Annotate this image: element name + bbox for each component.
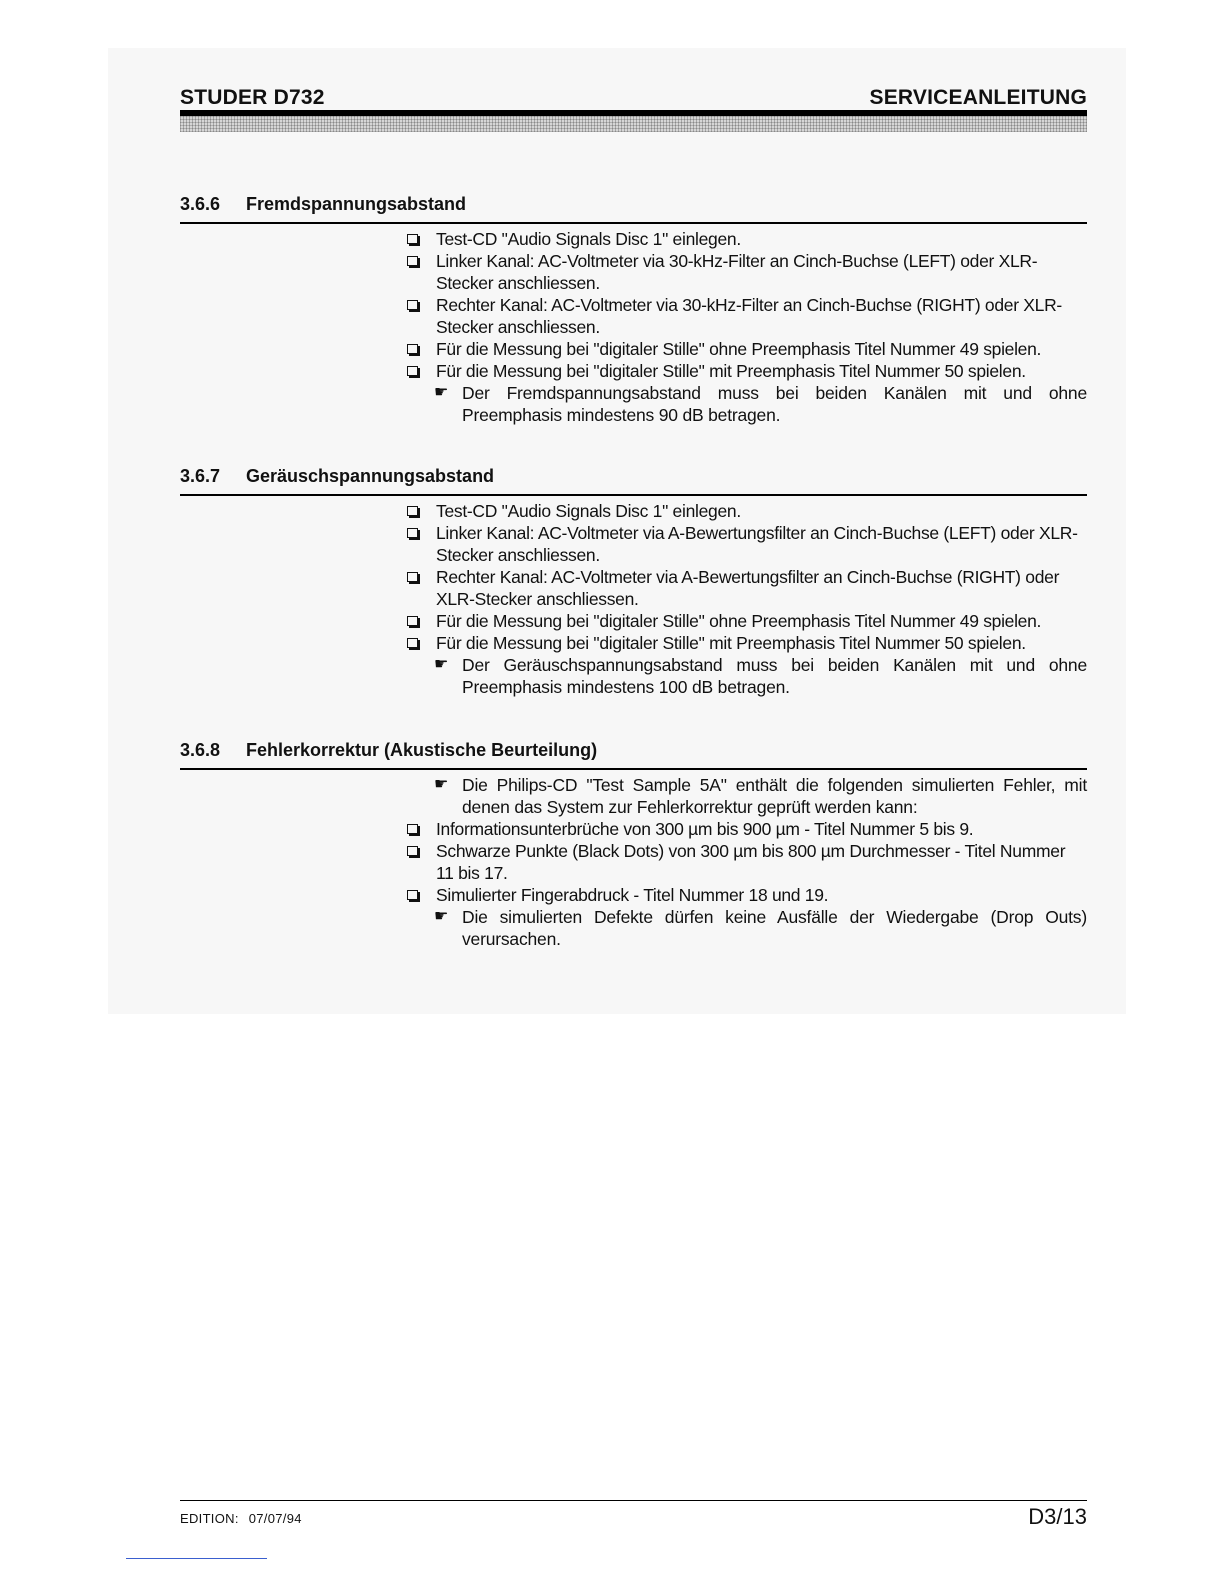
- checkbox-icon: [407, 234, 418, 244]
- footer-edition: [180, 1511, 312, 1526]
- section-rule: [180, 768, 1087, 770]
- link-underline: [126, 1558, 267, 1559]
- checklist-item: [406, 228, 1087, 250]
- item-text: Informationsunterbrüche von 300 µm bis 900 µm - Titel Nummer 5 bis 9.: [436, 819, 974, 839]
- checklist-item: [406, 522, 1087, 566]
- header-doc-type: SERVICEANLEITUNG: [869, 86, 1087, 109]
- item-list: [406, 228, 1087, 426]
- pointing-hand-icon: ☛: [434, 384, 449, 401]
- checklist-item: [406, 840, 1087, 884]
- checkbox-icon: [407, 890, 418, 900]
- checkbox-icon: [407, 366, 418, 376]
- note-item: [406, 382, 1087, 426]
- section-heading: [180, 192, 1087, 218]
- item-text: Rechter Kanal: AC-Voltmeter via 30-kHz-Filter an Cinch-Buchse (RIGHT) oder XLR-Stecker anschliessen.: [436, 295, 1062, 337]
- section-fehlerkorrektur: [180, 738, 1087, 950]
- checkbox-icon: [407, 846, 418, 856]
- item-text: Schwarze Punkte (Black Dots) von 300 µm bis 800 µm Durchmesser - Titel Nummer 11 bis 17.: [436, 841, 1066, 883]
- section-fremdspannungsabstand: [180, 192, 1087, 426]
- checkbox-icon: [407, 616, 418, 626]
- note-text: Die Philips-CD "Test Sample 5A" enthält die folgenden simulierten Fehler, mit denen das System zur Fehlerkorrektur geprüft werden kann:: [462, 775, 1087, 817]
- pointing-hand-icon: ☛: [434, 908, 449, 925]
- checklist-item: [406, 566, 1087, 610]
- section-rule: [180, 222, 1087, 224]
- section-number: 3.6.7: [180, 466, 221, 486]
- edition-label: EDITION:: [180, 1511, 239, 1526]
- checklist-item: [406, 250, 1087, 294]
- checkbox-icon: [407, 256, 418, 266]
- section-title: Fehlerkorrektur (Akustische Beurteilung): [246, 740, 598, 760]
- item-text: Test-CD "Audio Signals Disc 1" einlegen.: [436, 229, 741, 249]
- checkbox-icon: [407, 572, 418, 582]
- header-hatch: [180, 116, 1087, 132]
- checklist-item: [406, 632, 1087, 654]
- section-title: Geräuschspannungsabstand: [246, 466, 495, 486]
- item-text: Für die Messung bei "digitaler Stille" ohne Preemphasis Titel Nummer 49 spielen.: [436, 339, 1042, 359]
- pointing-hand-icon: ☛: [434, 776, 449, 793]
- section-geraeuschspannungsabstand: [180, 464, 1087, 698]
- page-header: [180, 82, 1087, 112]
- note-item: [406, 654, 1087, 698]
- header-bar: [180, 110, 1087, 132]
- checkbox-icon: [407, 824, 418, 834]
- item-text: Simulierter Fingerabdruck - Titel Nummer 18 und 19.: [436, 885, 829, 905]
- checkbox-icon: [407, 506, 418, 516]
- section-number: 3.6.8: [180, 740, 221, 760]
- section-title: Fremdspannungsabstand: [246, 194, 467, 214]
- checklist-item: [406, 294, 1087, 338]
- checkbox-icon: [407, 528, 418, 538]
- checklist-item: [406, 610, 1087, 632]
- pointing-hand-icon: ☛: [434, 656, 449, 673]
- item-list: [406, 500, 1087, 698]
- note-text: Die simulierten Defekte dürfen keine Ausfälle der Wiedergabe (Drop Outs) verursachen.: [462, 907, 1087, 949]
- section-heading: [180, 738, 1087, 764]
- checklist-item: [406, 884, 1087, 906]
- item-text: Für die Messung bei "digitaler Stille" mit Preemphasis Titel Nummer 50 spielen.: [436, 361, 1026, 381]
- page-number: D3/13: [1028, 1504, 1087, 1529]
- checkbox-icon: [407, 638, 418, 648]
- note-item: [406, 906, 1087, 950]
- note-item: [406, 774, 1087, 818]
- checklist-item: [406, 360, 1087, 382]
- checkbox-icon: [407, 300, 418, 310]
- item-text: Linker Kanal: AC-Voltmeter via A-Bewertungsfilter an Cinch-Buchse (LEFT) oder XLR-Stecker anschliessen.: [436, 523, 1078, 565]
- item-list: [406, 774, 1087, 950]
- checkbox-icon: [407, 344, 418, 354]
- item-text: Für die Messung bei "digitaler Stille" mit Preemphasis Titel Nummer 50 spielen.: [436, 633, 1026, 653]
- item-text: Linker Kanal: AC-Voltmeter via 30-kHz-Filter an Cinch-Buchse (LEFT) oder XLR-Stecker anschliessen.: [436, 251, 1038, 293]
- checklist-item: [406, 338, 1087, 360]
- checklist-item: [406, 818, 1087, 840]
- checklist-item: [406, 500, 1087, 522]
- header-product: STUDER D732: [180, 86, 325, 109]
- edition-date: 07/07/94: [248, 1511, 302, 1526]
- section-number: 3.6.6: [180, 194, 221, 214]
- item-text: Für die Messung bei "digitaler Stille" ohne Preemphasis Titel Nummer 49 spielen.: [436, 611, 1042, 631]
- footer-rule: [180, 1500, 1087, 1501]
- section-heading: [180, 464, 1087, 490]
- note-text: Der Fremdspannungsabstand muss bei beiden Kanälen mit und ohne Preemphasis mindestens 90 dB betragen.: [462, 383, 1087, 425]
- section-rule: [180, 494, 1087, 496]
- item-text: Test-CD "Audio Signals Disc 1" einlegen.: [436, 501, 741, 521]
- item-text: Rechter Kanal: AC-Voltmeter via A-Bewertungsfilter an Cinch-Buchse (RIGHT) oder XLR-Stecker anschliessen.: [436, 567, 1060, 609]
- note-text: Der Geräuschspannungsabstand muss bei beiden Kanälen mit und ohne Preemphasis mindestens 100 dB betragen.: [462, 655, 1087, 697]
